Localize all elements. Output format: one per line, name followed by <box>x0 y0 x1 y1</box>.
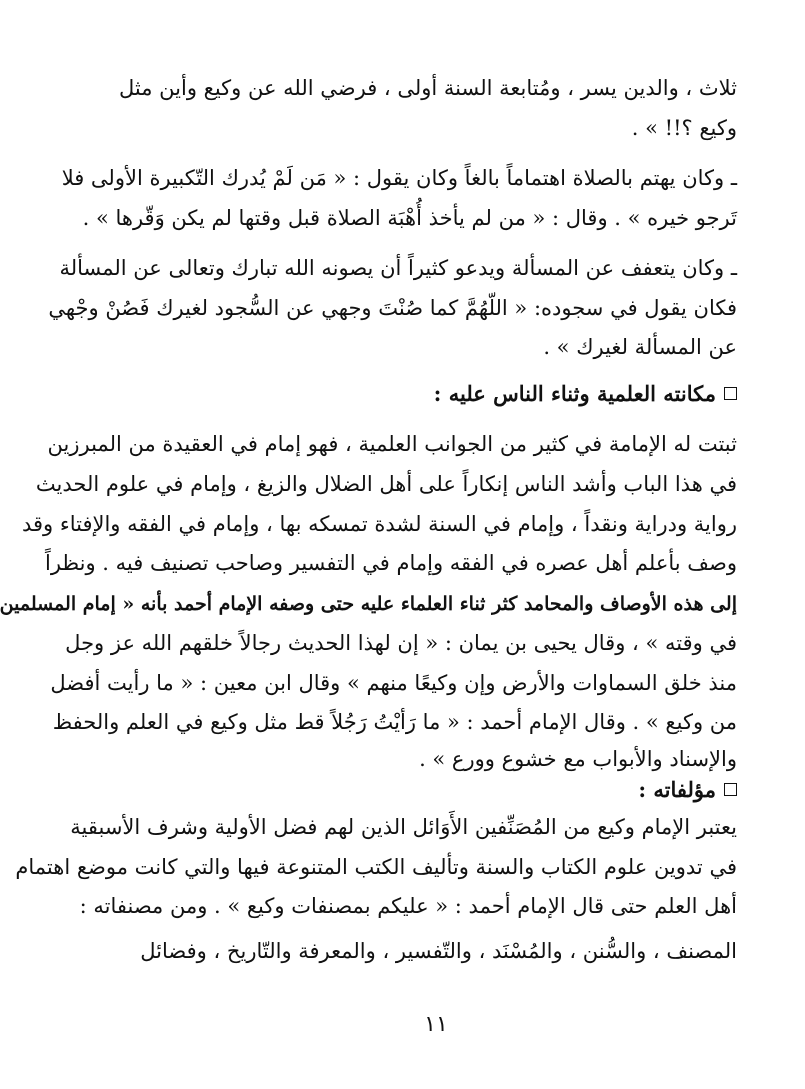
paragraph-line: وكيع ؟!! » . <box>631 116 737 140</box>
paragraph-line: في تدوين علوم الكتاب والسنة وتأليف الكتب المتنوعة فيها والتي كانت موضع اهتمام <box>15 855 737 879</box>
paragraph-line: يعتبر الإمام وكيع من المُصَنِّفين الأَوَائل الذين لهم فضل الأولية وشرف الأسبقية <box>70 815 737 839</box>
section-heading-text: مؤلفاته : <box>638 777 716 802</box>
section-heading-text: مكانته العلمية وثناء الناس عليه : <box>433 381 716 406</box>
paragraph-line: تَرجو خيره » . وقال : « من لم يأخذ أُهْبَة الصلاة قبل وقتها لم يكن وَقّرها » . <box>82 206 737 230</box>
paragraph-line: وصف بأعلم أهل عصره في الفقه وإمام في التفسير وصاحب تصنيف فيه . ونظراً <box>44 551 737 575</box>
checkbox-square-icon <box>724 783 737 796</box>
paragraph-line: في هذا الباب وأشد الناس إنكاراً على أهل الضلال والزيغ ، وإمام في علوم الحديث <box>35 472 737 496</box>
paragraph-line: ثلاث ، والدين يسر ، ومُتابعة السنة أولى ، فرضي الله عن وكيع وأين مثل <box>119 76 737 100</box>
checkbox-square-icon <box>724 387 737 400</box>
paragraph-line: من وكيع » . وقال الإمام أحمد : « ما رَأيْتُ رَجُلاً قط مثل وكيع في العلم والحفظ <box>52 710 737 734</box>
paragraph-line: إلى هذه الأوصاف والمحامد كثر ثناء العلماء عليه حتى وصفه الإمام أحمد بأنه « إمام المسلمين <box>0 593 737 615</box>
paragraph-line: والإسناد والأبواب مع خشوع وورع » . <box>419 747 737 771</box>
section-heading <box>157 774 737 806</box>
paragraph-line: رواية ودراية ونقداً ، وإمام في السنة لشدة تمسكه بها ، وإمام في الفقه والإفتاء وقد <box>21 512 737 536</box>
paragraph-line: منذ خلق السماوات والأرض وإن وكيعًا منهم » وقال ابن معين : « ما رأيت أفضل <box>50 671 737 695</box>
paragraph-line: المصنف ، والسُّنن ، والمُسْنَد ، والتّفسير ، والمعرفة والتّاريخ ، وفضائل <box>140 939 737 963</box>
paragraph-line: عن المسألة لغيرك » . <box>543 335 737 359</box>
page-number: ١١ <box>424 1012 448 1037</box>
paragraph-line: ـ وكان يتعفف عن المسألة ويدعو كثيراً أن يصونه الله تبارك وتعالى عن المسألة <box>59 256 737 280</box>
paragraph-line: فكان يقول في سجوده: « اللّهُمَّ كما صُنْتَ وجهي عن السُّجود لغيرك فَصُنْ وجْهي <box>48 296 737 320</box>
section-heading <box>157 378 737 410</box>
paragraph-line: في وقته » ، وقال يحيى بن يمان : « إن لهذا الحديث رجالاً خلقهم الله عز وجل <box>65 631 737 655</box>
paragraph-line: ـ وكان يهتم بالصلاة اهتماماً بالغاً وكان يقول : « مَن لَمْ يُدرك التّكبيرة الأولى فلا <box>61 166 737 190</box>
paragraph-line: أهل العلم حتى قال الإمام أحمد : « عليكم بمصنفات وكيع » . ومن مصنفاته : <box>79 894 737 918</box>
paragraph-line: ثبتت له الإمامة في كثير من الجوانب العلمية ، فهو إمام في العقيدة من المبرزين <box>47 432 737 456</box>
